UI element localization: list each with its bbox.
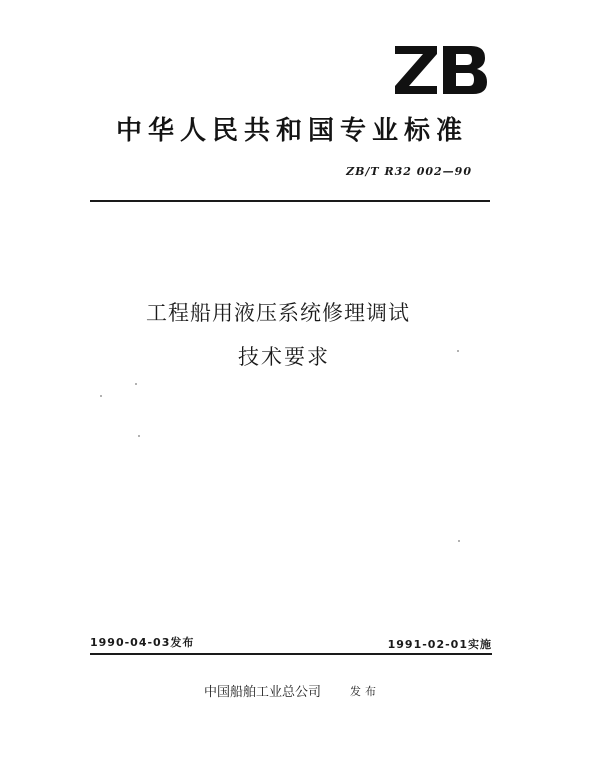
document-title: 工程船用液压系统修理调试	[146, 301, 410, 325]
scan-speck	[135, 383, 137, 385]
header-divider	[90, 200, 490, 202]
standard-category-heading: 中华人民共和国专业标准	[116, 116, 469, 146]
standard-number: ZB/T R32 002—90	[346, 165, 472, 178]
scan-speck	[458, 540, 460, 542]
zb-logo	[393, 44, 489, 96]
document-subtitle: 技术要求	[238, 345, 330, 369]
publisher-action: 发布	[350, 685, 380, 698]
footer-divider	[90, 653, 492, 655]
scan-speck	[457, 350, 459, 352]
implementation-date: 1991-02-01实施	[387, 638, 492, 651]
issue-date: 1990-04-03发布	[90, 636, 195, 649]
scan-speck	[138, 435, 140, 437]
publisher-name: 中国船舶工业总公司	[204, 685, 322, 700]
scan-speck	[100, 395, 102, 397]
